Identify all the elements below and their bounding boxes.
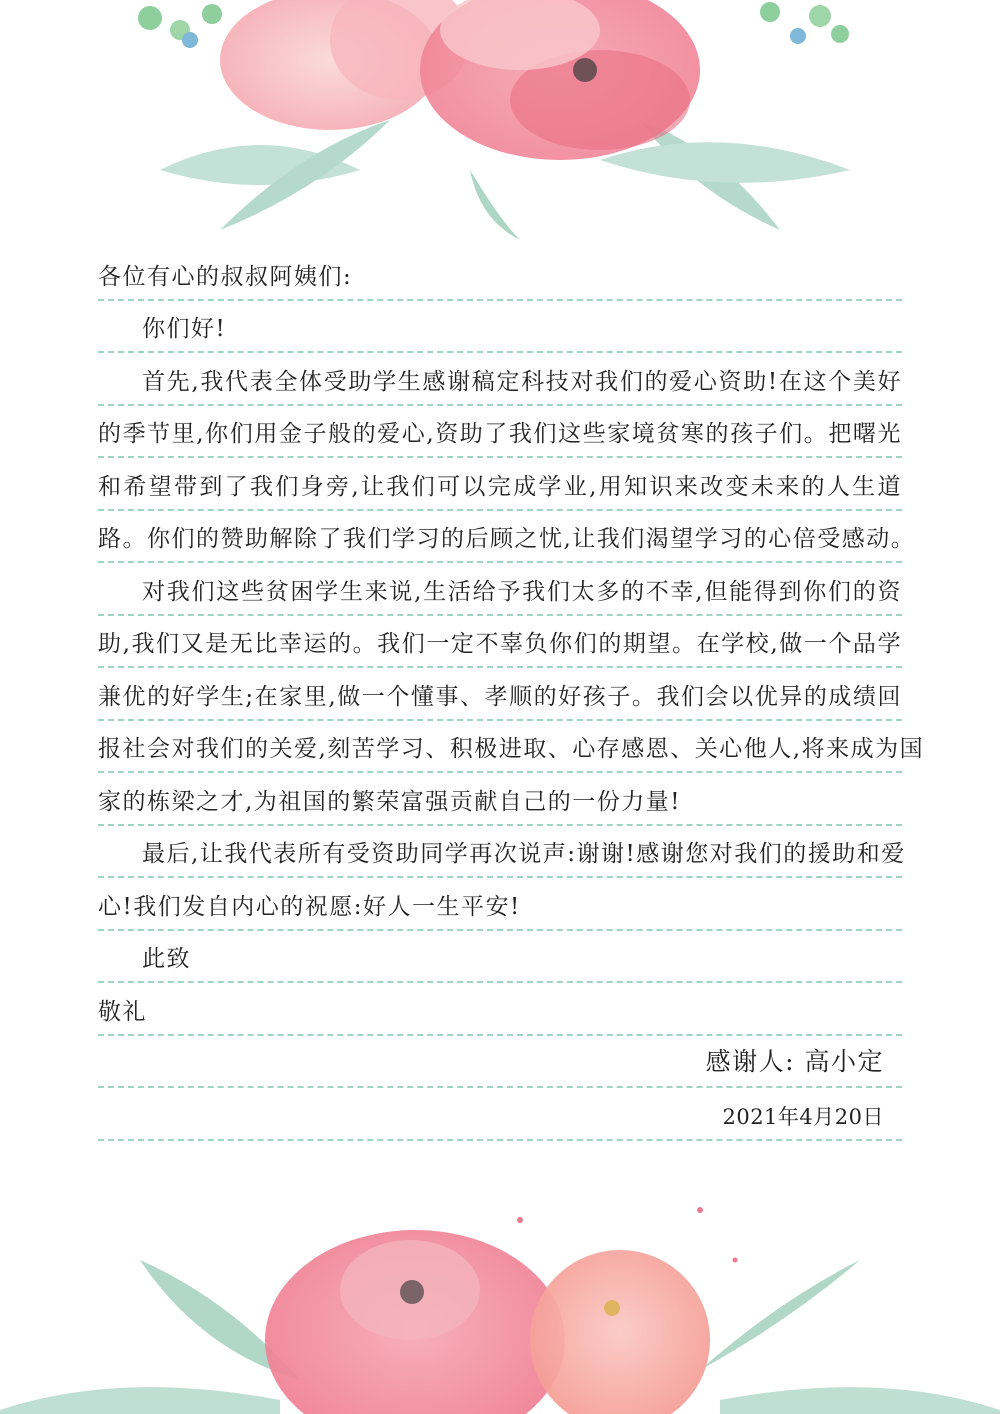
letter-line	[98, 878, 902, 931]
letter-line	[98, 983, 902, 1036]
letter-line	[98, 616, 902, 669]
letter-line	[98, 1088, 902, 1141]
paragraph-2-line: 家的栋梁之才,为祖国的繁荣富强贡献自己的一份力量!	[98, 788, 682, 815]
paragraph-3-line: 最后,让我代表所有受资助同学再次说声:谢谢!感谢您对我们的援助和爱	[142, 841, 906, 867]
paragraph-3-line: 心!我们发自内心的祝愿:好人一生平安!	[98, 893, 521, 920]
letter-line	[98, 1036, 902, 1089]
signature: 感谢人: 高小定	[705, 1047, 884, 1076]
paragraph-1-line: 和希望带到了我们身旁,让我们可以完成学业,用知识来改变未来的人生道	[98, 473, 902, 500]
date: 2021年4月20日	[722, 1104, 884, 1129]
letter-line	[98, 826, 906, 879]
bottom-floral-decoration	[0, 1150, 1000, 1414]
letter-body	[98, 248, 925, 1141]
letter-line	[98, 931, 902, 984]
paragraph-1-line: 路。你们的赞助解除了我们学习的后顾之忧,让我们渴望学习的心倍受感动。	[98, 526, 916, 552]
letter-line	[98, 563, 902, 616]
letter-line	[98, 773, 902, 826]
letter-line	[98, 511, 916, 564]
letter-line	[98, 721, 925, 774]
letter-line	[98, 668, 902, 721]
letter-line	[98, 301, 902, 354]
salutation: 各位有心的叔叔阿姨们:	[98, 263, 353, 290]
closing-ci-zhi: 此致	[142, 946, 191, 972]
letter-line	[98, 406, 902, 459]
letter-line	[98, 353, 902, 406]
closing-jing-li: 敬礼	[98, 998, 147, 1025]
top-floral-decoration	[0, 0, 1000, 240]
paragraph-2-line: 对我们这些贫困学生来说,生活给予我们太多的不幸,但能得到你们的资	[142, 578, 902, 605]
paragraph-1-line: 首先,我代表全体受助学生感谢稿定科技对我们的爱心资助!在这个美好	[142, 368, 902, 395]
paragraph-2-line: 助,我们又是无比幸运的。我们一定不辜负你们的期望。在学校,做一个品学	[98, 631, 902, 657]
letter-line	[98, 248, 902, 301]
paragraph-1-line: 的季节里,你们用金子般的爱心,资助了我们这些家境贫寒的孩子们。把曙光	[98, 421, 902, 447]
letter-line	[98, 458, 902, 511]
paragraph-2-line: 兼优的好学生;在家里,做一个懂事、孝顺的好孩子。我们会以优异的成绩回	[98, 683, 902, 710]
paragraph-2-line: 报社会对我们的关爱,刻苦学习、积极进取、心存感恩、关心他人,将来成为国	[98, 736, 925, 762]
greeting: 你们好!	[142, 316, 227, 342]
